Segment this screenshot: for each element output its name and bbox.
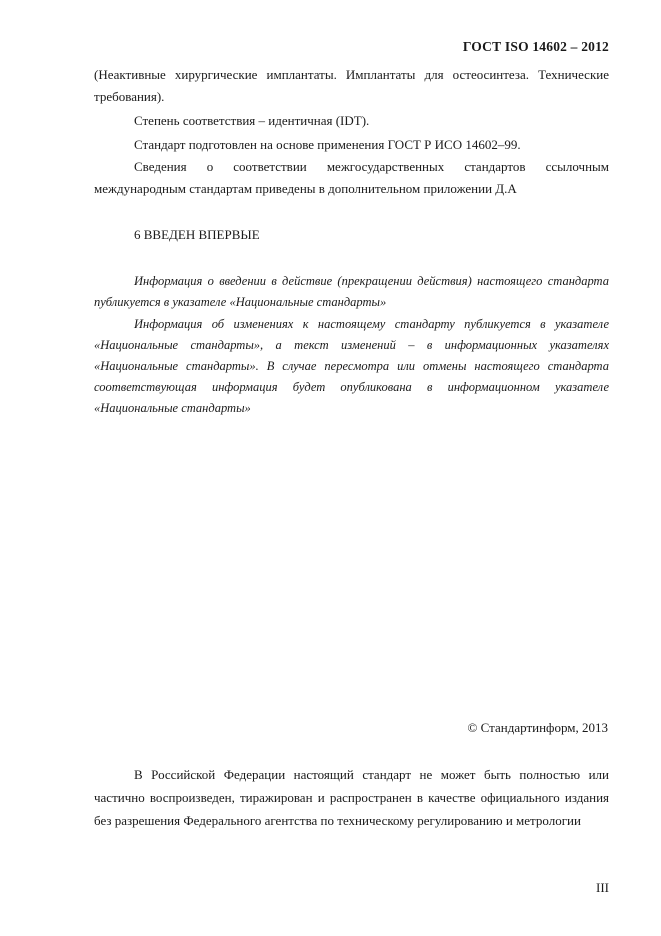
note-amendments: Информация об изменениях к настоящему стандарту публикуется в указателе «Национальные стандарты», а текст изменений – в информационных указателях «Национальные стандарты». В случае пересмотра или отмены настоящего стандарта соответствующая информация будет опубликована в информационном указателе «Национальные стандарты» [94,317,609,415]
degree-of-conformity: Степень соответствия – идентичная (IDT). [134,113,370,128]
note-introduction: Информация о введении в действие (прекращении действия) настоящего стандарта публикуется в указателе «Национальные стандарты» [94,274,609,309]
copyright-line: © Стандартинформ, 2013 [467,720,608,735]
intro-section [94,64,609,200]
publication-notes [94,271,609,419]
page-number: III [596,880,609,895]
section-6-title: 6 ВВЕДЕН ВПЕРВЫЕ [134,227,260,242]
reproduction-rights: В Российской Федерации настоящий стандарт не может быть полностью или частично воспроизведен, тиражирован и распространен в качестве официального издания без разрешения Федерального агентства по техническому регулированию и метрологии [94,767,609,828]
prepared-statement: Стандарт подготовлен на основе применения ГОСТ Р ИСО 14602–99. [134,137,521,152]
title-continuation: (Неактивные хирургические имплантаты. Имплантаты для остеосинтеза. Технические требования). [94,67,609,104]
document-code-header: ГОСТ ISO 14602 – 2012 [462,39,609,54]
references-info: Сведения о соответствии межгосударственных стандартов ссылочным международным стандартам приведены в дополнительном приложении Д.А [94,159,609,196]
